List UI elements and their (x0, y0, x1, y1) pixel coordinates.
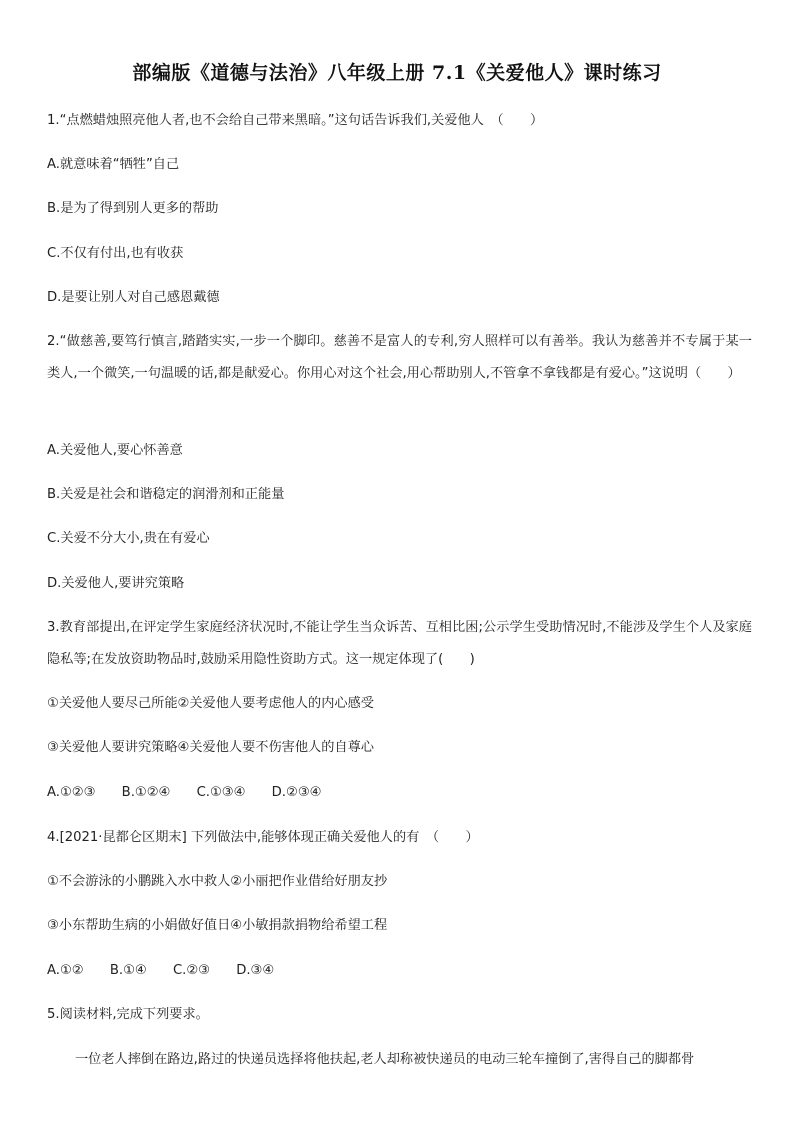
q1-option-a: A.就意味着“牺牲”自己 (47, 157, 180, 172)
q3-choices (47, 783, 343, 803)
q3-stem: 3.教育部提出,在评定学生家庭经济状况时,不能让学生当众诉苦、互相比困;公示学生受助情况时,不能涉及学生个人及家庭隐私等;在发放资助物品时,鼓励采用隐性资助方式。这一规定体现了( ) (47, 620, 752, 667)
q3-choice-b: B.①②④ (121, 785, 171, 800)
q3-choice-a: A.①②③ (47, 785, 96, 800)
q4-choices (47, 961, 296, 981)
q4-items-line-1: ①不会游泳的小鹏跳入水中救人②小丽把作业借给好朋友抄 (47, 874, 388, 889)
q1-stem: 1.“点燃蜡烛照亮他人者,也不会给自己带来黑暗。”这句话告诉我们,关爱他人 （ ） (47, 113, 544, 128)
q2-option-c: C.关爱不分大小,贵在有爱心 (47, 531, 210, 546)
q4-choice-c: C.②③ (172, 963, 210, 978)
q1-option-b: B.是为了得到别人更多的帮助 (47, 201, 219, 216)
q4-choice-b: B.①④ (109, 963, 147, 978)
q3-choice-c: C.①③④ (196, 785, 246, 800)
q4-choice-d: D.③④ (236, 963, 275, 978)
q3-items-line-2: ③关爱他人要讲究策略④关爱他人要不伤害他人的自尊心 (47, 740, 374, 755)
q5-stem: 5.阅读材料,完成下列要求。 (47, 1007, 209, 1022)
q3-items-line-1: ①关爱他人要尽己所能②关爱他人要考虑他人的内心感受 (47, 696, 374, 711)
q1-option-d: D.是要让别人对自己感恩戴德 (47, 290, 220, 305)
q1-option-c: C.不仅有付出,也有收获 (47, 246, 184, 261)
q2-option-d: D.关爱他人,要讲究策略 (47, 576, 185, 591)
q4-choice-a: A.①② (47, 963, 84, 978)
page-title: 部编版《道德与法治》八年级上册 7.1《关爱他人》课时练习 (132, 62, 662, 84)
q4-items-line-2: ③小东帮助生病的小娟做好值日④小敏捐款捐物给希望工程 (47, 918, 388, 933)
q4-stem: 4.[2021·昆都仑区期末] 下列做法中,能够体现正确关爱他人的有 （ ） (47, 830, 479, 845)
q5-material: 一位老人摔倒在路边,路过的快递员选择将他扶起,老人却称被快递员的电动三轮车撞倒了,害得自己的脚都骨 (75, 1052, 695, 1067)
q2-stem: 2.“做慈善,要笃行慎言,踏踏实实,一步一个脚印。慈善不是富人的专利,穷人照样可以有善举。我认为慈善并不专属于某一类人,一个微笑,一句温暖的话,都是献爱心。你用心对这个社会,用心帮助别人,不管拿不拿钱都是有爱心。”这说明（ ） (47, 334, 752, 381)
q3-choice-d: D.②③④ (271, 785, 322, 800)
q2-option-a: A.关爱他人,要心怀善意 (47, 443, 183, 458)
q2-option-b: B.关爱是社会和谐稳定的润滑剂和正能量 (47, 487, 285, 502)
